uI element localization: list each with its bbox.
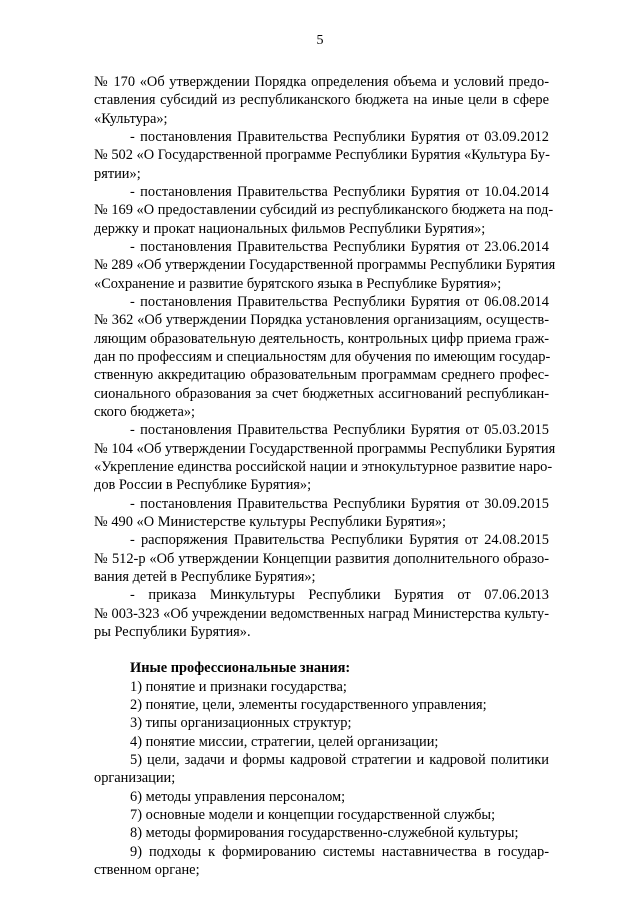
text-line: № 104 «Об утверждении Государственной программы Республики Бурятия: [94, 441, 556, 457]
list-item: 2) понятие, цели, элементы государственного управления;: [130, 697, 487, 713]
text-line: вания детей в Республике Бурятия»;: [94, 569, 316, 585]
text-line: ственную аккредитацию образовательным программам среднего профес-: [94, 367, 549, 383]
list-item: 5) цели, задачи и формы кадровой стратегии и кадровой политики: [130, 752, 549, 768]
text-line: - постановления Правительства Республики Бурятия от 03.09.2012: [130, 129, 549, 145]
text-line: дан по профессиям и специальностям для обучения по имеющим государ-: [94, 349, 551, 365]
text-line: ляющим образовательную деятельность, контрольных цифр приема граж-: [94, 331, 550, 347]
text-line: № 169 «О предоставлении субсидий из республиканского бюджета на под-: [94, 202, 554, 218]
text-line: № 490 «О Министерстве культуры Республики Бурятия»;: [94, 514, 447, 530]
list-item: 7) основные модели и концепции государственной службы;: [130, 807, 496, 823]
text-line: № 512-р «Об утверждении Концепции развития дополнительного образо-: [94, 551, 549, 567]
list-item: 4) понятие миссии, стратегии, целей организации;: [130, 734, 439, 750]
text-line: - постановления Правительства Республики Бурятия от 30.09.2015: [130, 496, 549, 512]
text-line: «Культура»;: [94, 111, 168, 127]
list-item: организации;: [94, 770, 176, 786]
text-line: № 289 «Об утверждении Государственной программы Республики Бурятия: [94, 257, 556, 273]
list-item: ственном органе;: [94, 862, 200, 878]
list-item: 9) подходы к формированию системы наставничества в государ-: [130, 844, 549, 860]
list-item: 6) методы управления персоналом;: [130, 789, 346, 805]
text-line: рятии»;: [94, 166, 141, 182]
text-line: дов России в Республике Бурятия»;: [94, 477, 312, 493]
text-line: ры Республики Бурятия».: [94, 624, 251, 640]
text-line: - распоряжения Правительства Республики Бурятия от 24.08.2015: [130, 532, 549, 548]
page-number: 5: [316, 33, 324, 48]
text-line: ского бюджета»;: [94, 404, 196, 420]
text-line: держку и прокат национальных фильмов Республики Бурятия»;: [94, 221, 486, 237]
text-line: - постановления Правительства Республики Бурятия от 10.04.2014: [130, 184, 549, 200]
text-line: «Укрепление единства российской нации и этнокультурное развитие наро-: [94, 459, 553, 475]
text-line: ставления субсидий из республиканского бюджета на иные цели в сфере: [94, 92, 549, 108]
text-line: - постановления Правительства Республики Бурятия от 06.08.2014: [130, 294, 549, 310]
section-heading: Иные профессиональные знания:: [130, 660, 351, 676]
list-item: 1) понятие и признаки государства;: [130, 679, 347, 695]
text-line: № 502 «О Государственной программе Республики Бурятия «Культура Бу-: [94, 147, 550, 163]
text-line: - постановления Правительства Республики Бурятия от 05.03.2015: [130, 422, 549, 438]
text-line: - постановления Правительства Республики Бурятия от 23.06.2014: [130, 239, 549, 255]
text-line: № 003-323 «Об учреждении ведомственных наград Министерства культу-: [94, 606, 549, 622]
list-item: 3) типы организационных структур;: [130, 715, 352, 731]
text-line: № 170 «Об утверждении Порядка определения объема и условий предо-: [94, 74, 549, 90]
text-line: - приказа Минкультуры Республики Бурятия от 07.06.2013: [130, 587, 549, 603]
list-item: 8) методы формирования государственно-служебной культуры;: [130, 825, 519, 841]
text-line: «Сохранение и развитие бурятского языка в Республике Бурятия»;: [94, 276, 502, 292]
text-line: сионального образования за счет бюджетных ассигнований республикан-: [94, 386, 549, 402]
text-line: № 362 «Об утверждении Порядка установления организациям, осуществ-: [94, 312, 549, 328]
